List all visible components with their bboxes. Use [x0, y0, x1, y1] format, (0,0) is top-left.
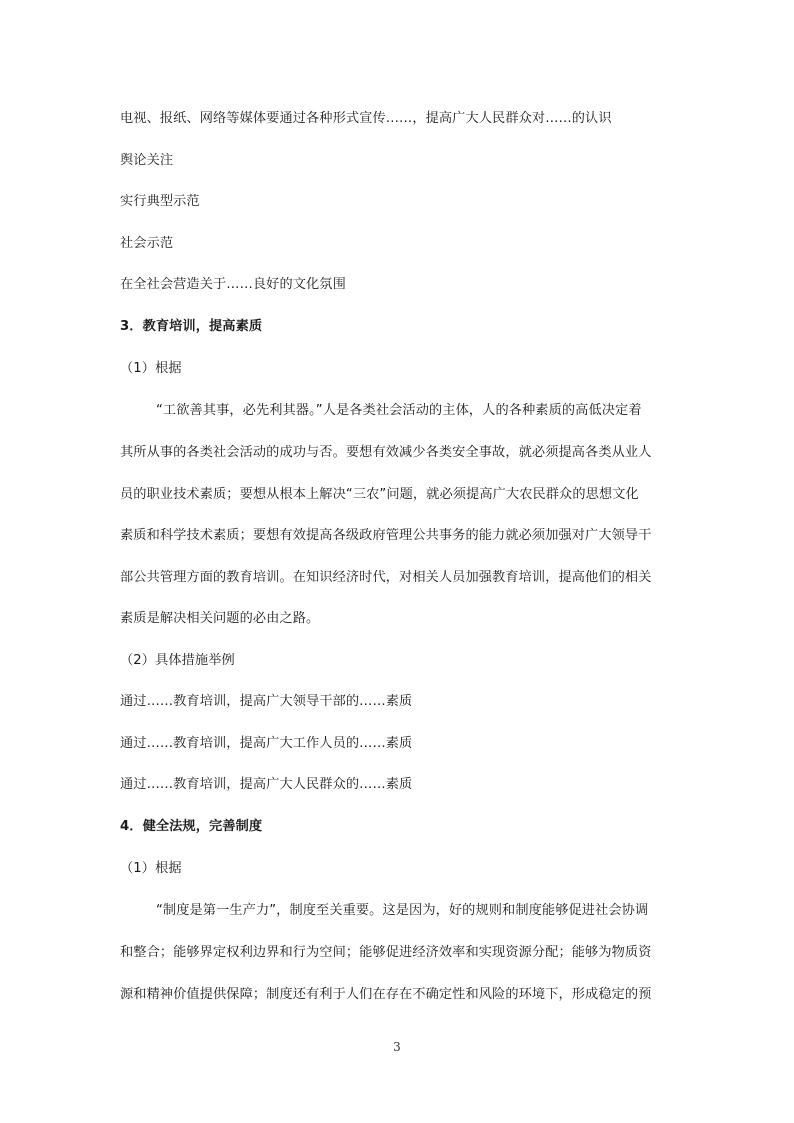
paragraph-line: 素质和科学技术素质；要想有效提高各级政府管理公共事务的能力就必须加强对广大领导干: [120, 528, 652, 543]
paragraph-line: “工欲善其事，必先利其器。”人是各类社会活动的主体，人的各种素质的高低决定着: [156, 403, 642, 418]
paragraph-line: 员的职业技术素质；要想从根本上解决“三农”问题，就必须提高广大农民群众的思想文化: [120, 487, 639, 502]
paragraph-line: 其所从事的各类社会活动的成功与否。要想有效减少各类安全事故，就必须提高各类从业人: [120, 445, 652, 460]
media-publicity-line: 电视、报纸、网络等媒体要通过各种形式宣传……，提高广大人民群众对……的认识: [120, 111, 612, 126]
paragraph-line: 源和精神价值提供保障；制度还有利于人们在存在不确定性和风险的环境下，形成稳定的预: [120, 987, 652, 1002]
measure-item: 通过……教育培训，提高广大工作人员的……素质: [120, 736, 413, 751]
subsection-basis-label: （1）根据: [120, 861, 182, 876]
public-opinion-line: 舆论关注: [120, 153, 174, 168]
subsection-measures-label: （2）具体措施举例: [120, 653, 235, 668]
cultural-atmosphere-line: 在全社会营造关于……良好的文化氛围: [120, 277, 346, 292]
typical-model-line: 实行典型示范: [120, 194, 200, 209]
subsection-basis-label: （1）根据: [120, 361, 182, 376]
page-number: 3: [393, 1040, 401, 1054]
paragraph-line: “制度是第一生产力”，制度至关重要。这是因为，好的规则和制度能够促进社会协调: [156, 903, 649, 918]
measure-item: 通过……教育培训，提高广大领导干部的……素质: [120, 694, 413, 709]
paragraph-line: 和整合；能够界定权利边界和行为空间；能够促进经济效率和实现资源分配；能够为物质资: [120, 945, 652, 960]
social-model-line: 社会示范: [120, 236, 174, 251]
section-3-heading: 3．教育培训，提高素质: [120, 319, 263, 334]
section-4-heading: 4．健全法规，完善制度: [120, 819, 263, 834]
paragraph-line: 部公共管理方面的教育培训。在知识经济时代，对相关人员加强教育培训，提高他们的相关: [120, 570, 652, 585]
paragraph-line: 素质是解决相关问题的必由之路。: [120, 611, 320, 626]
measure-item: 通过……教育培训，提高广大人民群众的……素质: [120, 777, 413, 792]
